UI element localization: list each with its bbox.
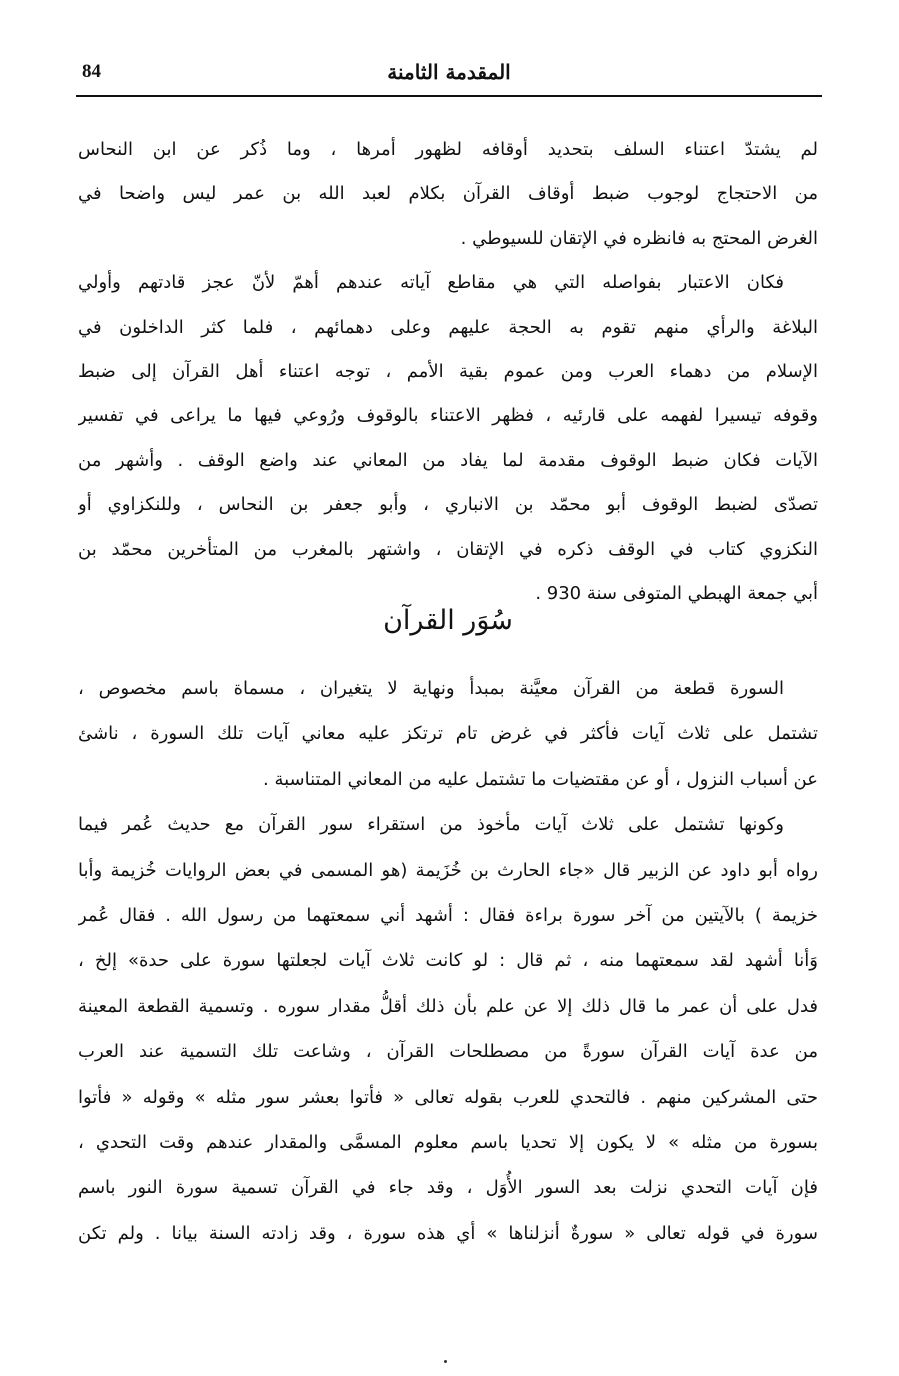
text-line: النكزوي كتاب في الوقف ذكره في الإتقان ، واشتهر بالمغرب من المتأخرين محمّد بن bbox=[78, 538, 818, 560]
text-line: فدل على أن عمر ما قال ذلك إلا عن علم بأن ذلك أقلُّ مقدار سوره . وتسمية القطعة المعينة bbox=[78, 995, 818, 1017]
text-line: بسورة من مثله » لا يكون إلا تحديا باسم معلوم المسمَّى والمقدار عندهم وقت التحدي ، bbox=[78, 1131, 818, 1153]
text-line: من الاحتجاج لوجوب ضبط أوقاف القرآن بكلام لعبد الله بن عمر ليس واضحا في bbox=[78, 183, 818, 205]
text-line: من عدة آيات القرآن سورةً من مصطلحات القرآن ، وشاعت تلك التسمية عند العرب bbox=[78, 1041, 818, 1063]
text-line: فكان الاعتبار بفواصله التي هي مقاطع آياته عندهم أهمّ لأنّ عجز قادتهم وأولي bbox=[78, 272, 784, 294]
text-line: وَأنا أشهد لقد سمعتهما منه ، ثم قال : لو كانت ثلاث آيات لجعلتها سورة على حدة» إلخ ، bbox=[78, 950, 818, 972]
text-line: خزيمة ) بالآيتين من آخر سورة براءة فقال : أشهد أني سمعتهما من رسول الله . فقال عُمر bbox=[78, 904, 818, 926]
page-number: 84 bbox=[82, 61, 101, 82]
text-line: وقوفه تيسيرا لفهمه على قارئيه ، فظهر الاعتناء بالوقوف ورُوعي فيها ما يراعى في تفسير bbox=[78, 405, 818, 427]
text-line: الإسلام من دهماء العرب ومن عموم بقية الأمم ، توجه اعتناء أهل القرآن إلى ضبط bbox=[78, 360, 818, 382]
scan-speck bbox=[444, 1360, 447, 1363]
text-line: تصدّى لضبط الوقوف أبو محمّد بن الانباري ، وأبو جعفر بن النحاس ، وللنكزاوي أو bbox=[78, 494, 818, 516]
text-line: وكونها تشتمل على ثلاث آيات مأخوذ من استقراء سور القرآن مع حديث عُمر فيما bbox=[78, 814, 784, 836]
text-line: حتى المشركين منهم . فالتحدي للعرب بقوله تعالى « فأتوا بعشر سور مثله » وقوله « فأتوا bbox=[78, 1086, 818, 1108]
text-block-surahs bbox=[78, 666, 818, 1256]
text-line: لم يشتدّ اعتناء السلف بتحديد أوقافه لظهور أمرها ، وما ذُكر عن ابن النحاس bbox=[78, 139, 818, 160]
text-line: رواه أبو داود عن الزبير قال «جاء الحارث بن خُزَيمة (هو المسمى في بعض الروايات خُزيمة وأبا bbox=[78, 859, 818, 881]
section-heading: سُوَر القرآن bbox=[383, 605, 513, 636]
page-header bbox=[76, 58, 822, 92]
text-line: السورة قطعة من القرآن معيَّنة بمبدأ ونهاية لا يتغيران ، مسماة باسم مخصوص ، bbox=[78, 678, 784, 699]
text-line: الآيات فكان ضبط الوقوف مقدمة لما يفاد من المعاني عند واضع الوقف . وأشهر من bbox=[78, 449, 818, 471]
text-block-intro bbox=[78, 128, 818, 616]
running-title: المقدمة الثامنة bbox=[387, 60, 511, 84]
header-rule bbox=[76, 95, 822, 97]
text-line: فإن آيات التحدي نزلت بعد السور الأُوَل ، وقد جاء في القرآن تسمية سورة النور باسم bbox=[78, 1177, 818, 1199]
text-line: البلاغة والرأي منهم تقوم به الحجة عليهم وعلى دهمائهم ، فلما كثر الداخلون في bbox=[78, 316, 818, 338]
text-line: أبي جمعة الهبطي المتوفى سنة 930 . bbox=[535, 582, 818, 604]
text-line: تشتمل على ثلاث آيات فأكثر في غرض تام ترتكز عليه معاني آيات تلك السورة ، ناشئ bbox=[78, 723, 818, 745]
text-line: عن أسباب النزول ، أو عن مقتضيات ما تشتمل عليه من المعاني المتناسبة . bbox=[263, 768, 818, 790]
text-line: سورة في قوله تعالى « سورةٌ أنزلناها » أي هذه سورة ، وقد زادته السنة بيانا . ولم تكن bbox=[78, 1222, 818, 1244]
text-line: الغرض المحتج به فانظره في الإتقان للسيوطي . bbox=[460, 227, 818, 249]
